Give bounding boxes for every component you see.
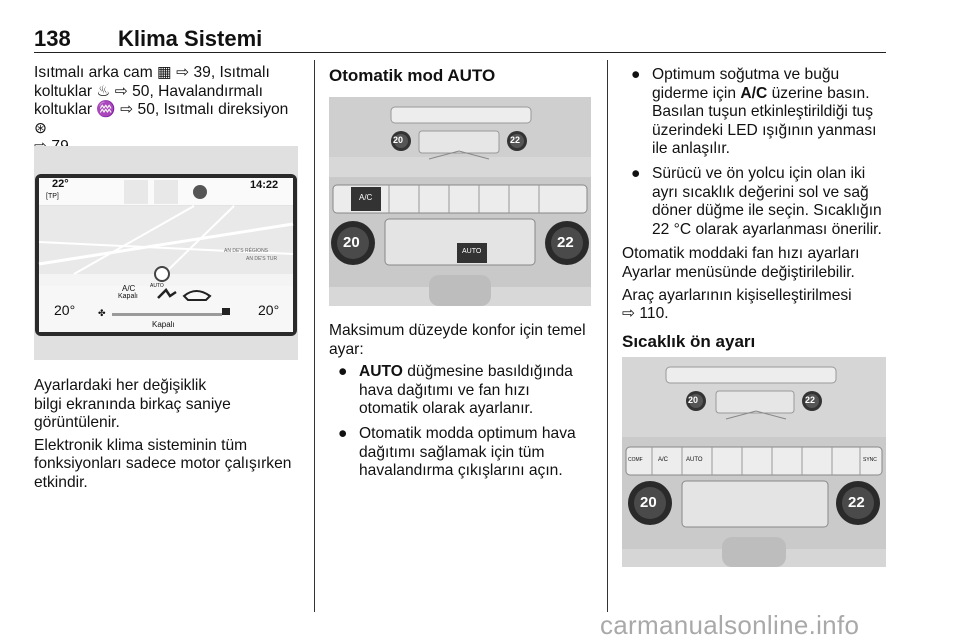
screen-ac-label: A/C [122, 284, 136, 293]
screen-fan-icon: ✤ [98, 308, 106, 318]
page-number: 138 [34, 26, 71, 51]
rear-window-heat-icon: ▦ [157, 64, 172, 81]
bullet-dot: ● [338, 424, 348, 442]
screen-temp-left: 20° [54, 302, 76, 318]
heated-seat-icon: ♨ [96, 82, 111, 100]
watermark: carmanualsonline.info [600, 610, 860, 640]
panel-auto-button: AUTO [462, 248, 482, 255]
auto-bullet-2: ● Otomatik modda optimum hava dağıtımı sağlamak için tüm havalandırma çıkışlarını açın. [338, 424, 576, 480]
bullet-dot: ● [338, 363, 348, 381]
screen-tp-label: [TP] [46, 193, 59, 200]
column-divider-1 [314, 60, 315, 612]
panel-ac-button: A/C [359, 193, 373, 202]
bullet-dot: ● [631, 164, 641, 182]
panel-knob-left-temp: 20 [393, 135, 404, 145]
temperature-bullet: ● Sürücü ve ön yolcu için olan iki ayrı sıcaklık değerini sol ve sağ döner düğme ile seçin. Sıcaklığın 22 °C olarak ayarlanması önerilir. [631, 164, 882, 238]
panel-knob-right-temp-large: 22 [557, 234, 574, 251]
panel-knob-right-temp: 22 [510, 135, 521, 145]
panel2-sync-button: SYNC [863, 457, 877, 463]
column-divider-2 [607, 60, 608, 612]
climate-panel-figure-1 [329, 97, 591, 306]
screen-map-label-2: AN DE'S TUR [246, 256, 278, 262]
chapter-title: Klima Sistemi [118, 26, 263, 51]
screen-fan-state: Kapalı [152, 320, 175, 329]
panel-knob-left-temp-large: 20 [343, 234, 360, 251]
screen-temp-right: 20° [258, 302, 280, 318]
column-3-body: ● Optimum soğutma ve buğu giderme için A/C üzerine basın. Basılan tuşun etkinleştirildiği tuş üzerindeki LED ışığının yanması ile anlaşılır. ● Sürücü ve ön yolcu için olan iki ayrı sıcaklık değerini sol ve sağ döner düğme ile seçin. Sıcaklığın 22 °C olarak ayarlanması önerilir. Otomatik moddaki fan hızı ayarları Ayarlar menüsünde değiştirilebilir. Araç ayarlarının kişiselleştirilmesi ⇨ 110. Sıcaklık ön ayarı [622, 66, 888, 352]
auto-bullet-1: ● AUTO düğmesine basıldığında hava dağıtımı ve fan hızı otomatik olarak ayarlanır. [338, 363, 573, 418]
panel2-ac-button: A/C [658, 457, 669, 463]
climate-panel-figure-2 [622, 357, 886, 567]
screen-map-label-1: AN DE'S RÉGIONS [224, 248, 269, 254]
panel2-knob-right-small: 22 [805, 395, 816, 405]
column-1-intro: Isıtmalı arka cam ▦ ⇨ 39, Isıtmalı koltuklar ♨ ⇨ 50, Havalandırmalı koltuklar ♒ ⇨ 50, Isıtmalı direksiyon ⊛ [34, 64, 289, 137]
screen-ac-state: Kapalı [118, 293, 138, 300]
ac-bullet: ● Optimum soğutma ve buğu giderme için A/C üzerine basın. Basılan tuşun etkinleştirildiği tuş üzerindeki LED ışığının yanması ile anlaşılır. [631, 66, 877, 158]
panel2-knob-right-temp: 22 [848, 494, 865, 511]
panel2-knob-left-small: 20 [688, 395, 699, 405]
screen-auto-label: AUTO [150, 283, 164, 289]
heated-steering-icon: ⊛ [34, 119, 48, 137]
column-1-body: Ayarlardaki her değişiklik bilgi ekranında birkaç saniye görüntülenir. Elektronik klima sisteminin tüm fonksiyonları sadece motor çalışırken etkindir. [34, 377, 292, 491]
column-2-body: Maksimum düzeyde konfor için temel ayar: ● AUTO düğmesine basıldığında hava dağıtımı ve fan hızı otomatik olarak ayarlanır. ● Otomatik modda optimum hava dağıtımı sağlamak için tüm havalandırma çıkışlarını açın. [329, 322, 601, 487]
panel2-auto-button: AUTO [686, 457, 703, 463]
screen-time: 14:22 [250, 179, 279, 191]
column-2-heading [329, 66, 601, 86]
section-heading-temp-preset: Sıcaklık ön ayarı [622, 331, 756, 351]
section-heading-auto: Otomatik mod AUTO [329, 66, 496, 85]
panel2-comfort-button: COMF [628, 457, 643, 463]
bullet-dot: ● [631, 66, 641, 83]
info-display-figure [34, 146, 298, 360]
header-rule [34, 52, 886, 53]
panel2-knob-left-temp: 20 [640, 494, 657, 511]
ventilated-seat-icon: ♒ [96, 101, 116, 119]
screen-temp-top: 22° [52, 178, 69, 190]
